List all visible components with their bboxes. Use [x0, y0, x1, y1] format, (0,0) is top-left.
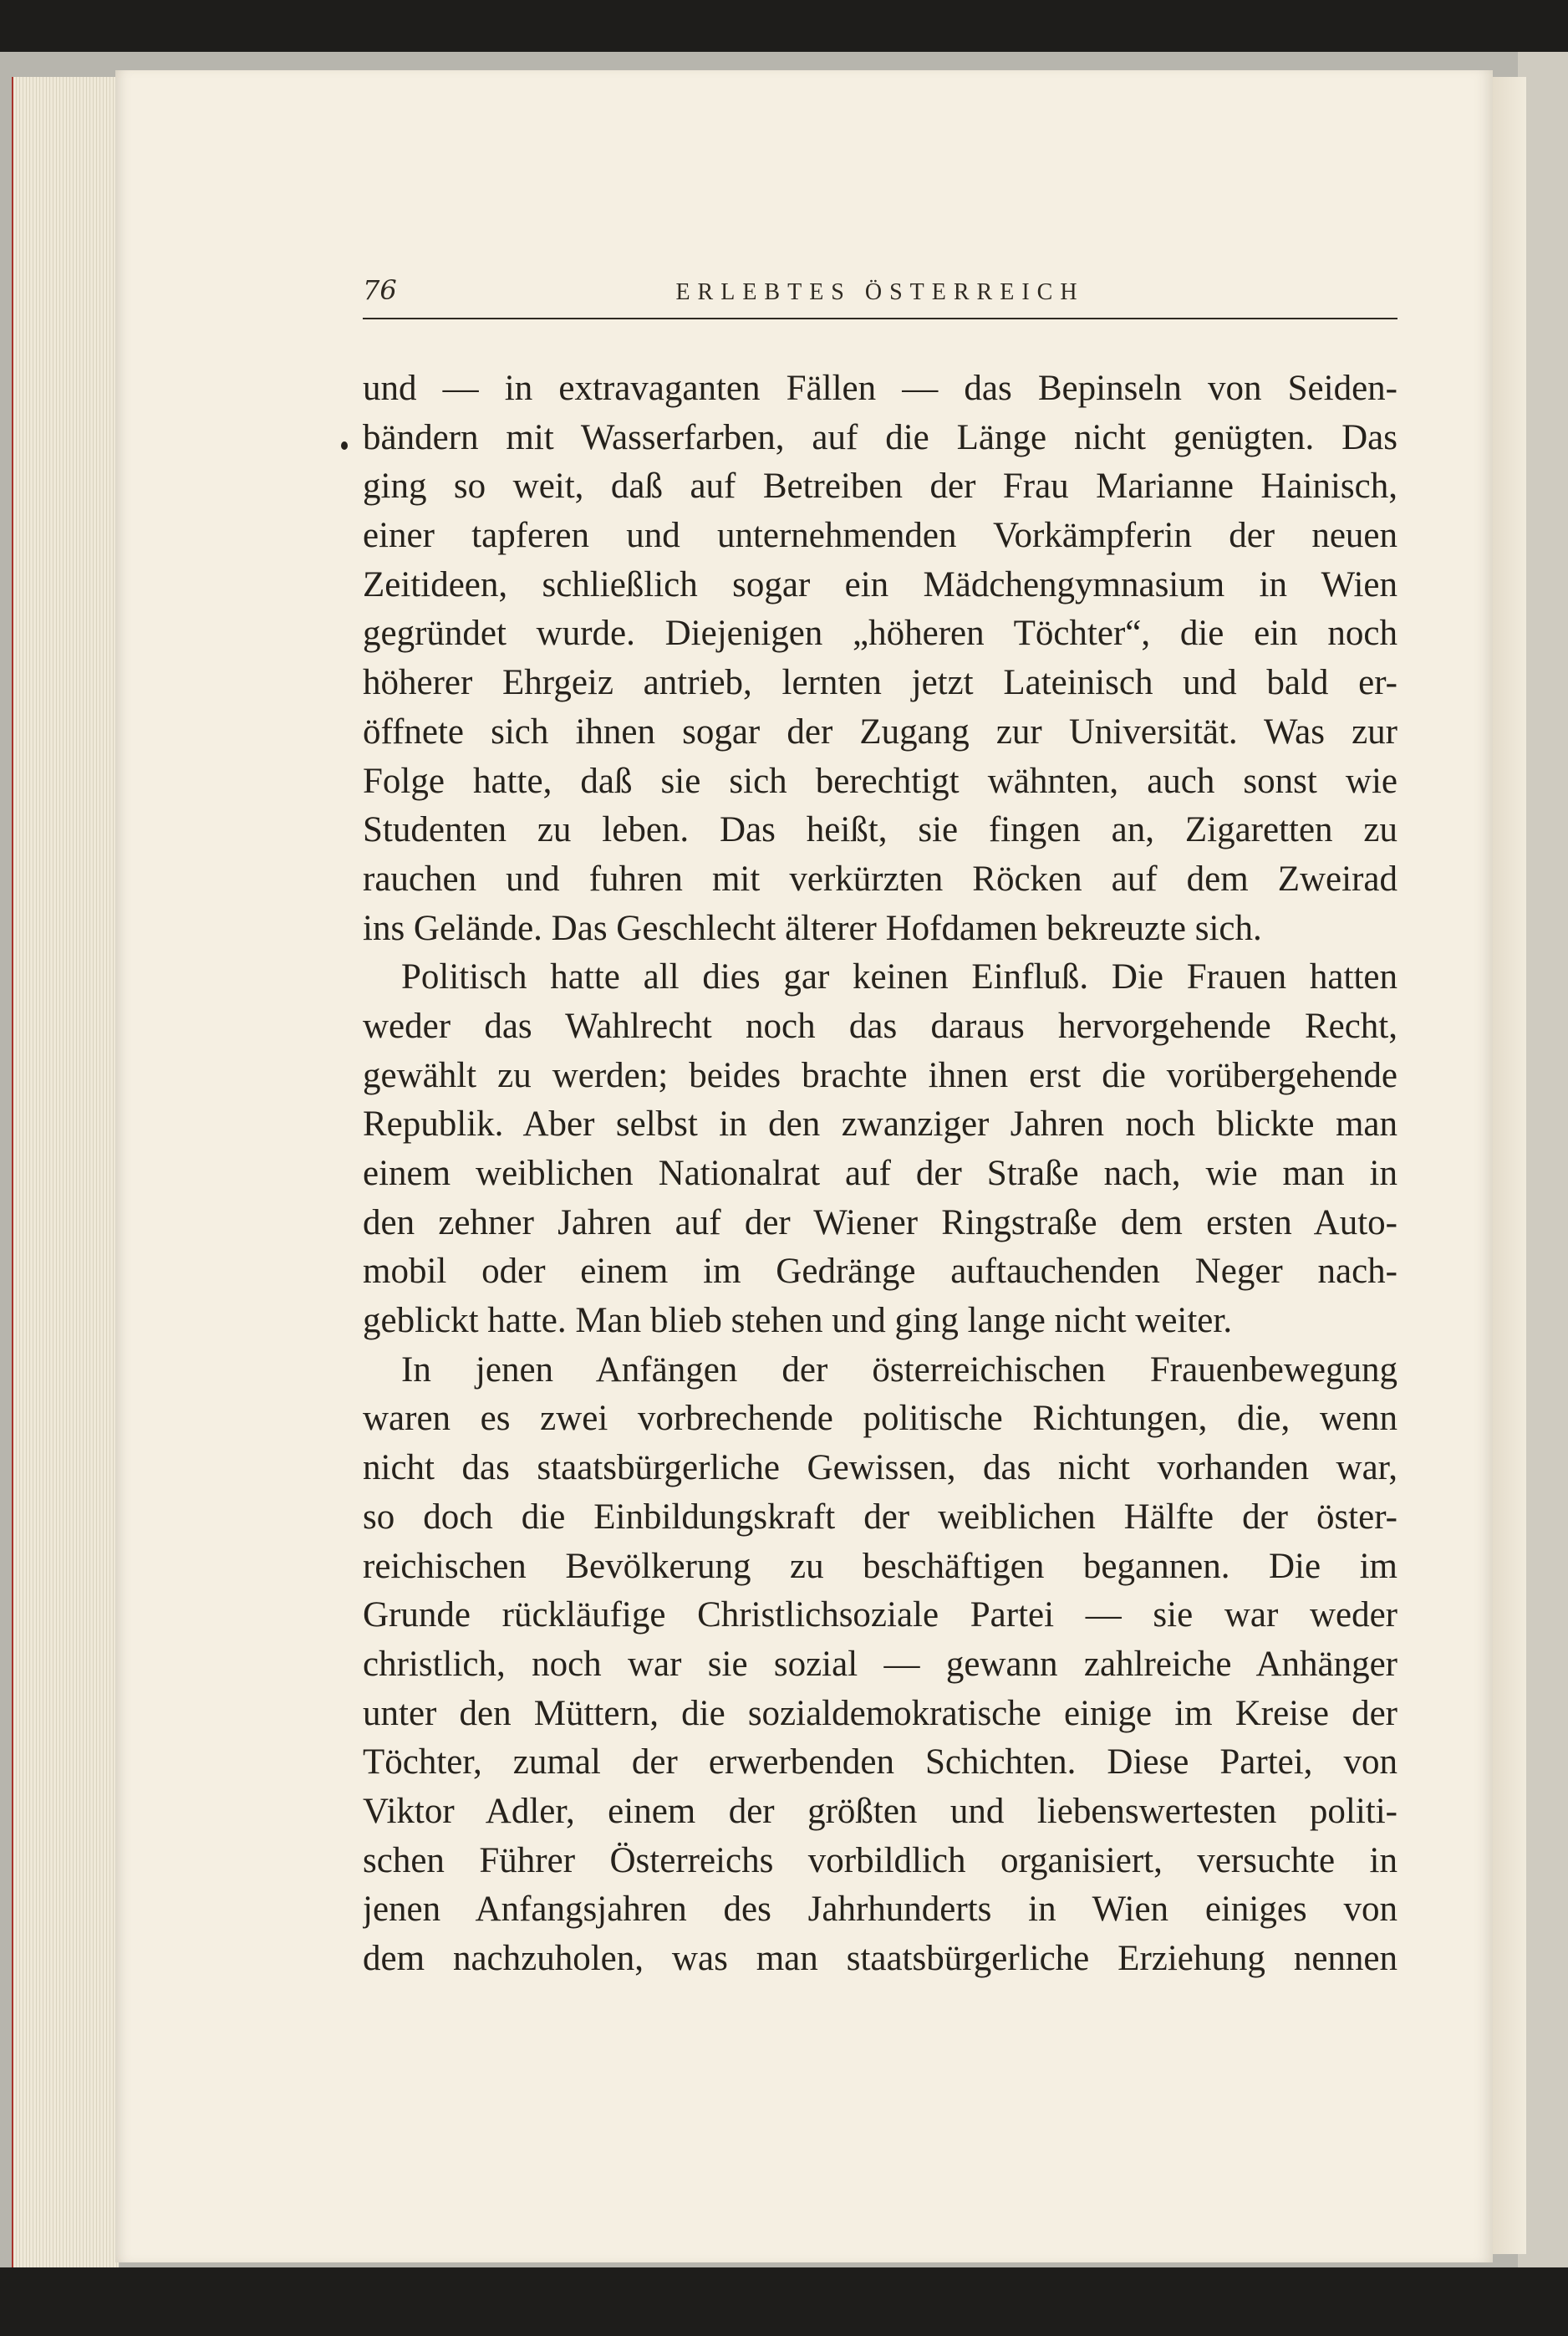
text-line: so doch die Einbildungskraft der weiblichen Hälfte der öster-: [363, 1497, 1397, 1537]
text-line: Zeitideen, schließlich sogar ein Mädchengymnasium in Wien: [363, 564, 1397, 604]
background-bottom: [0, 2267, 1568, 2336]
running-head: [363, 274, 1397, 319]
text-line: weder das Wahlrecht noch das daraus hervorgehende Recht,: [363, 1006, 1397, 1046]
text-line: rauchen und fuhren mit verkürzten Röcken auf dem Zweirad: [363, 859, 1397, 899]
text-line: geblickt hatte. Man blieb stehen und ging lange nicht weiter.: [363, 1301, 1233, 1341]
text-line: den zehner Jahren auf der Wiener Ringstraße dem ersten Auto-: [363, 1202, 1397, 1242]
text-line: christlich, noch war sie sozial — gewann zahlreiche Anhänger: [363, 1644, 1397, 1684]
text-line: Republik. Aber selbst in den zwanziger Jahren noch blickte man: [363, 1104, 1397, 1145]
body-text: [363, 365, 1397, 1984]
text-line: schen Führer Österreichs vorbildlich organisiert, versuchte in: [363, 1840, 1397, 1880]
text-line: In jenen Anfängen der österreichischen Frauenbewegung: [401, 1349, 1397, 1390]
page-number: 76: [363, 274, 397, 306]
running-title: ERLEBTES ÖSTERREICH: [675, 279, 1085, 305]
page-edges-left: [12, 77, 119, 2267]
text-line: Politisch hatte all dies gar keinen Einfluß. Die Frauen hatten: [401, 957, 1397, 997]
text-line: ging so weit, daß auf Betreiben der Frau Marianne Hainisch,: [363, 467, 1397, 507]
text-line: ins Gelände. Das Geschlecht älterer Hofdamen bekreuzte sich.: [363, 908, 1262, 948]
text-line: gegründet wurde. Diejenigen „höheren Töchter“, die ein noch: [363, 614, 1397, 654]
text-line: nicht das staatsbürgerliche Gewissen, das nicht vorhanden war,: [363, 1448, 1397, 1488]
text-line: öffnete sich ihnen sogar der Zugang zur Universität. Was zur: [363, 712, 1397, 752]
text-line: waren es zwei vorbrechende politische Richtungen, die, wenn: [363, 1399, 1397, 1439]
text-line: und — in extravaganten Fällen — das Bepinseln von Seiden-: [363, 369, 1397, 408]
text-line: mobil oder einem im Gedränge auftauchenden Neger nach-: [363, 1252, 1397, 1292]
text-line: Grunde rückläufige Christlichsoziale Partei — sie war weder: [363, 1595, 1397, 1635]
text-line: einer tapferen und unternehmenden Vorkämpferin der neuen: [363, 516, 1397, 556]
text-line: unter den Müttern, die sozialdemokratische einige im Kreise der: [363, 1693, 1397, 1733]
page-edge-right: [1493, 77, 1526, 2254]
text-line: einem weiblichen Nationalrat auf der Straße nach, wie man in: [363, 1154, 1397, 1193]
text-line: Folge hatte, daß sie sich berechtigt wähnten, auch sonst wie: [363, 761, 1397, 801]
text-line: bändern mit Wasserfarben, auf die Länge nicht genügten. Das: [363, 417, 1397, 457]
text-line: Töchter, zumal der erwerbenden Schichten. Diese Partei, von: [363, 1742, 1397, 1783]
text-line: jenen Anfangsjahren des Jahrhunderts in Wien einiges von: [363, 1890, 1397, 1930]
text-line: gewählt zu werden; beides brachte ihnen erst die vorübergehende: [363, 1055, 1397, 1095]
text-line: Studenten zu leben. Das heißt, sie fingen an, Zigaretten zu: [363, 810, 1397, 850]
text-line: reichischen Bevölkerung zu beschäftigen begannen. Die im: [363, 1546, 1397, 1586]
text-line: Viktor Adler, einem der größten und liebenswertesten politi-: [363, 1791, 1397, 1831]
text-line: höherer Ehrgeiz antrieb, lernten jetzt Lateinisch und bald er-: [363, 663, 1397, 703]
text-line: dem nachzuholen, was man staatsbürgerliche Erziehung nennen: [363, 1939, 1397, 1978]
margin-mark: [341, 441, 348, 450]
